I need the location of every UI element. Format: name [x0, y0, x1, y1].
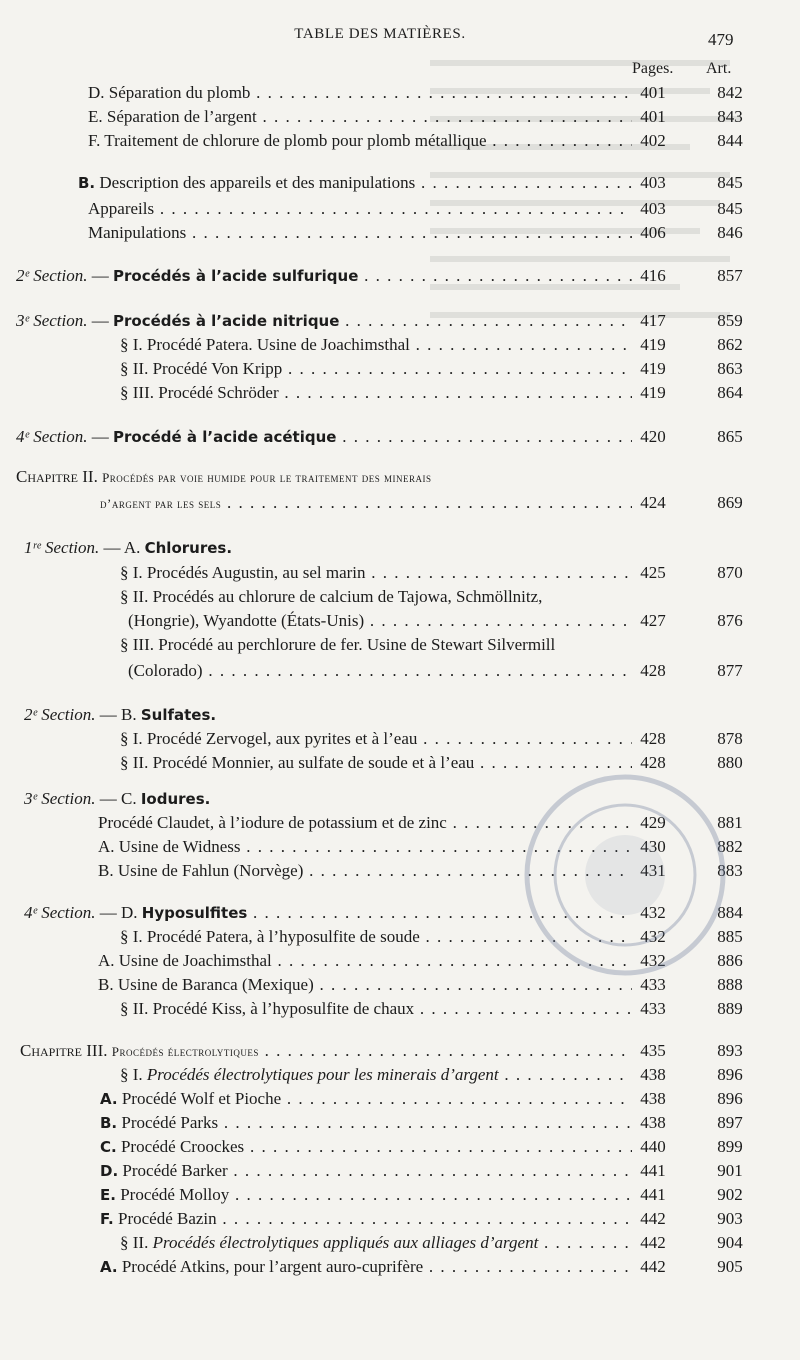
toc-label: [100, 1087, 632, 1111]
toc-row: [0, 221, 800, 245]
article-ref: 886: [717, 951, 743, 970]
entry-text: F. Traitement de chlorure de plomb pour plomb métallique: [88, 131, 487, 150]
article-ref: 877: [717, 661, 743, 680]
section-heading: 4ᵉ Section.: [16, 427, 88, 446]
toc-label: [88, 81, 632, 105]
entry-smallcaps-title: Procédés par voie humide pour le traitement des minerais: [102, 470, 432, 485]
page-ref: 419: [640, 359, 666, 378]
article-ref: 889: [717, 999, 743, 1018]
toc-label: [128, 609, 632, 633]
entry-text: A. Usine de Widness: [98, 837, 241, 856]
toc-row: [0, 197, 800, 221]
section-heading: 4ᵉ Section.: [24, 903, 96, 922]
toc-label: [120, 997, 632, 1021]
toc-row: [0, 333, 800, 357]
page-number: 479: [708, 30, 734, 49]
entry-text: B. Usine de Fahlun (Norvège): [98, 861, 304, 880]
page-ref: 428: [640, 661, 666, 680]
entry-text: Procédé Molloy: [115, 1185, 230, 1204]
entry-text: Procédé Parks: [117, 1113, 219, 1132]
page-ref: 428: [640, 753, 666, 772]
article-ref: 869: [717, 493, 743, 512]
toc-row: [0, 561, 800, 585]
article-ref: 902: [717, 1185, 743, 1204]
entry-text: A.: [123, 538, 145, 557]
toc-label: [78, 171, 632, 195]
entry-text: D.: [121, 903, 142, 922]
toc-label: [120, 381, 632, 405]
page-ref: 432: [640, 903, 666, 922]
entry-text: Procédé Wolf et Pioche: [117, 1089, 282, 1108]
entry-text: Description des appareils et des manipulations: [95, 173, 416, 192]
article-ref: 885: [717, 927, 743, 946]
toc-row: [0, 491, 800, 515]
toc-label: [120, 1231, 632, 1255]
toc-row: [0, 1255, 800, 1279]
toc-label: [120, 633, 555, 657]
article-ref: 882: [717, 837, 743, 856]
section-heading: 3ᵉ Section.: [24, 789, 96, 808]
article-ref: 859: [717, 311, 743, 330]
toc-row: [0, 264, 800, 288]
entry-bold-title: Procédé à l’acide acétique: [113, 428, 337, 446]
toc-label: [100, 1135, 632, 1159]
toc-row: [0, 1207, 800, 1231]
entry-text: § II.: [120, 1233, 153, 1252]
page-ref: 417: [640, 311, 666, 330]
entry-text: § II. Procédés au chlorure de calcium de Tajowa, Schmöllnitz,: [120, 587, 543, 606]
toc-label: [100, 1183, 632, 1207]
page-ref: 441: [640, 1161, 666, 1180]
article-ref: 905: [717, 1257, 743, 1276]
entry-text: § I. Procédés Augustin, au sel marin: [120, 563, 366, 582]
entry-text: § II. Procédé Monnier, au sulfate de soude et à l’eau: [120, 753, 475, 772]
article-ref: 884: [717, 903, 743, 922]
toc-label: [120, 333, 632, 357]
page-ref: 401: [640, 107, 666, 126]
page-ref: 401: [640, 83, 666, 102]
toc-row: [0, 129, 800, 153]
entry-letter: A.: [100, 1090, 118, 1108]
article-ref: 897: [717, 1113, 743, 1132]
toc-label: [120, 561, 632, 585]
article-ref: 903: [717, 1209, 743, 1228]
toc-row: [0, 381, 800, 405]
toc-row: [0, 536, 800, 560]
article-ref: 863: [717, 359, 743, 378]
article-ref: 842: [717, 83, 743, 102]
page-ref: 433: [640, 999, 666, 1018]
page-ref: 441: [640, 1185, 666, 1204]
entry-text: § I.: [120, 1065, 147, 1084]
toc-row: [0, 633, 800, 657]
page-ref: 403: [640, 173, 666, 192]
toc-row: [0, 1183, 800, 1207]
entry-text: Procédé Barker: [118, 1161, 228, 1180]
page-ref: 403: [640, 199, 666, 218]
page-ref: 424: [640, 493, 666, 512]
toc-row: [0, 105, 800, 129]
page-ref: 435: [640, 1041, 666, 1060]
page-ref: 442: [640, 1209, 666, 1228]
page-ref: 406: [640, 223, 666, 242]
entry-text: A. Usine de Joachimsthal: [98, 951, 272, 970]
article-ref: 857: [717, 266, 743, 285]
toc-label: 3ᵉ Section. — Procédés à l’acide nitrique . . .: [16, 309, 632, 333]
toc-label: [120, 1063, 632, 1087]
entry-text: § I. Procédé Zervogel, aux pyrites et à l’eau: [120, 729, 418, 748]
page-ref: 428: [640, 729, 666, 748]
entry-text: Procédé Atkins, pour l’argent auro-cuprifère: [117, 1257, 424, 1276]
page-ref: 429: [640, 813, 666, 832]
section-heading: 1ʳᵉ Section.: [24, 538, 100, 557]
section-heading: 2ᵉ Section.: [16, 266, 88, 285]
toc-label: 4ᵉ Section. — Procédé à l’acide acétique . . .: [16, 425, 632, 449]
chapter-heading: Chapitre II.: [16, 467, 98, 486]
article-ref: 846: [717, 223, 743, 242]
entry-text: § I. Procédé Patera. Usine de Joachimsthal: [120, 335, 410, 354]
page-ref: 440: [640, 1137, 666, 1156]
page-ref: 420: [640, 427, 666, 446]
entry-bold-title: Procédés à l’acide nitrique: [113, 312, 340, 330]
entry-letter: E.: [100, 1186, 116, 1204]
toc-row: [0, 727, 800, 751]
article-ref: 896: [717, 1089, 743, 1108]
page-ref: 416: [640, 266, 666, 285]
toc-row: [0, 585, 800, 609]
article-ref: 844: [717, 131, 743, 150]
toc-label: [100, 1111, 632, 1135]
toc-label: 1ʳᵉ Section. — A. Chlorures.: [24, 538, 233, 557]
library-stamp: [520, 770, 730, 980]
entry-letter: B.: [100, 1114, 118, 1132]
article-ref: 865: [717, 427, 743, 446]
entry-text: (Hongrie), Wyandotte (États-Unis): [128, 611, 365, 630]
toc-label: [120, 357, 632, 381]
toc-row: [0, 357, 800, 381]
article-ref: 876: [717, 611, 743, 630]
toc-row: [0, 997, 800, 1021]
article-ref: 843: [717, 107, 743, 126]
entry-letter: A.: [100, 1258, 118, 1276]
running-header: TABLE DES MATIÈRES.: [294, 26, 466, 42]
toc-row: [0, 309, 800, 333]
entry-smallcaps-title: Procédés électrolytiques: [111, 1044, 259, 1059]
toc-label: [20, 1039, 632, 1064]
toc-label: [120, 585, 542, 609]
article-ref: 901: [717, 1161, 743, 1180]
toc-label: [100, 1159, 632, 1183]
toc-row: [0, 425, 800, 449]
entry-text: § II. Procédé Kiss, à l’hyposulfite de chaux: [120, 999, 415, 1018]
entry-smallcaps-title: d’argent par les sels: [100, 496, 222, 511]
toc-row: [0, 609, 800, 633]
section-heading: 3ᵉ Section.: [16, 311, 88, 330]
entry-text: § III. Procédé Schröder: [120, 383, 279, 402]
article-ref: 904: [717, 1233, 743, 1252]
toc-row: [0, 1063, 800, 1087]
toc-label: [128, 659, 632, 683]
article-ref: 883: [717, 861, 743, 880]
entry-text: Procédé Croockes: [116, 1137, 245, 1156]
page-ref: 438: [640, 1065, 666, 1084]
entry-text: E. Séparation de l’argent: [88, 107, 257, 126]
toc-label: [120, 727, 632, 751]
entry-bold-title: Procédés à l’acide sulfurique: [113, 267, 359, 285]
page-ref: 432: [640, 951, 666, 970]
article-ref: 880: [717, 753, 743, 772]
art-column-header: Art.: [706, 60, 732, 77]
entry-bold-title: Hyposulfites: [141, 904, 248, 922]
entry-text: Appareils: [88, 199, 155, 218]
page-ref: 419: [640, 383, 666, 402]
page-ref: 427: [640, 611, 666, 630]
entry-letter: C.: [100, 1138, 117, 1156]
toc-row: [0, 659, 800, 683]
toc-label: [88, 105, 632, 129]
page-ref: 433: [640, 975, 666, 994]
article-ref: 864: [717, 383, 743, 402]
entry-letter: D.: [100, 1162, 119, 1180]
entry-bold-title: Sulfates.: [140, 706, 217, 724]
article-ref: 845: [717, 199, 743, 218]
entry-text: Manipulations: [88, 223, 187, 242]
article-ref: 870: [717, 563, 743, 582]
page-ref: 438: [640, 1113, 666, 1132]
entry-text: (Colorado): [128, 661, 203, 680]
article-ref: 899: [717, 1137, 743, 1156]
toc-row: [0, 1135, 800, 1159]
toc-label: [100, 1255, 632, 1279]
toc-label: [100, 1207, 632, 1231]
toc-label: 2ᵉ Section. — Procédés à l’acide sulfurique . . .: [16, 264, 632, 288]
article-ref: 893: [717, 1041, 743, 1060]
toc-label: [88, 221, 632, 245]
toc-label: [88, 129, 632, 153]
toc-label: 4ᵉ Section. — D. Hyposulfites . . .: [24, 901, 632, 925]
article-ref: 896: [717, 1065, 743, 1084]
page-ref: 430: [640, 837, 666, 856]
entry-text: § II. Procédé Von Kripp: [120, 359, 283, 378]
section-heading: 2ᵉ Section.: [24, 705, 96, 724]
article-ref: 845: [717, 173, 743, 192]
toc-row: [0, 1231, 800, 1255]
entry-text: B.: [121, 705, 141, 724]
article-ref: 888: [717, 975, 743, 994]
entry-letter: B.: [78, 174, 96, 192]
chapter-heading: Chapitre III.: [20, 1041, 108, 1060]
article-ref: 878: [717, 729, 743, 748]
entry-text: Procédé Claudet, à l’iodure de potassium et de zinc: [98, 813, 447, 832]
page-ref: 431: [640, 861, 666, 880]
page-ref: 442: [640, 1257, 666, 1276]
entry-text: C.: [121, 789, 141, 808]
pages-column-header: Pages.: [632, 60, 674, 77]
page-ref: 438: [640, 1089, 666, 1108]
entry-text: B. Usine de Baranca (Mexique): [98, 975, 314, 994]
entry-bold-title: Chlorures.: [144, 539, 233, 557]
entry-text: § I. Procédé Patera, à l’hyposulfite de soude: [120, 927, 420, 946]
toc-label: [88, 197, 632, 221]
toc-row: [0, 1039, 800, 1063]
entry-italic-title: Procédés électrolytiques pour les minerais d’argent: [146, 1065, 499, 1084]
toc-row: [0, 171, 800, 195]
toc-row: [0, 465, 800, 489]
page-ref: 419: [640, 335, 666, 354]
toc-label: [16, 465, 431, 490]
toc-label: [100, 491, 632, 516]
article-ref: 862: [717, 335, 743, 354]
entry-italic-title: Procédés électrolytiques appliqués aux alliages d’argent: [152, 1233, 539, 1252]
toc-label: 3ᵉ Section. — C. Iodures.: [24, 789, 211, 808]
toc-label: 2ᵉ Section. — B. Sulfates.: [24, 705, 217, 724]
entry-bold-title: Iodures.: [140, 790, 211, 808]
toc-row: [0, 1087, 800, 1111]
page-ref: 425: [640, 563, 666, 582]
page-ref: 442: [640, 1233, 666, 1252]
toc-row: [0, 1159, 800, 1183]
entry-text: D. Séparation du plomb: [88, 83, 251, 102]
toc-row: [0, 1111, 800, 1135]
entry-letter: F.: [100, 1210, 114, 1228]
page-ref: 402: [640, 131, 666, 150]
page-ref: 432: [640, 927, 666, 946]
toc-row: [0, 703, 800, 727]
entry-text: Procédé Bazin: [113, 1209, 217, 1228]
entry-text: § III. Procédé au perchlorure de fer. Usine de Stewart Silvermill: [120, 635, 556, 654]
article-ref: 881: [717, 813, 743, 832]
toc-row: [0, 81, 800, 105]
